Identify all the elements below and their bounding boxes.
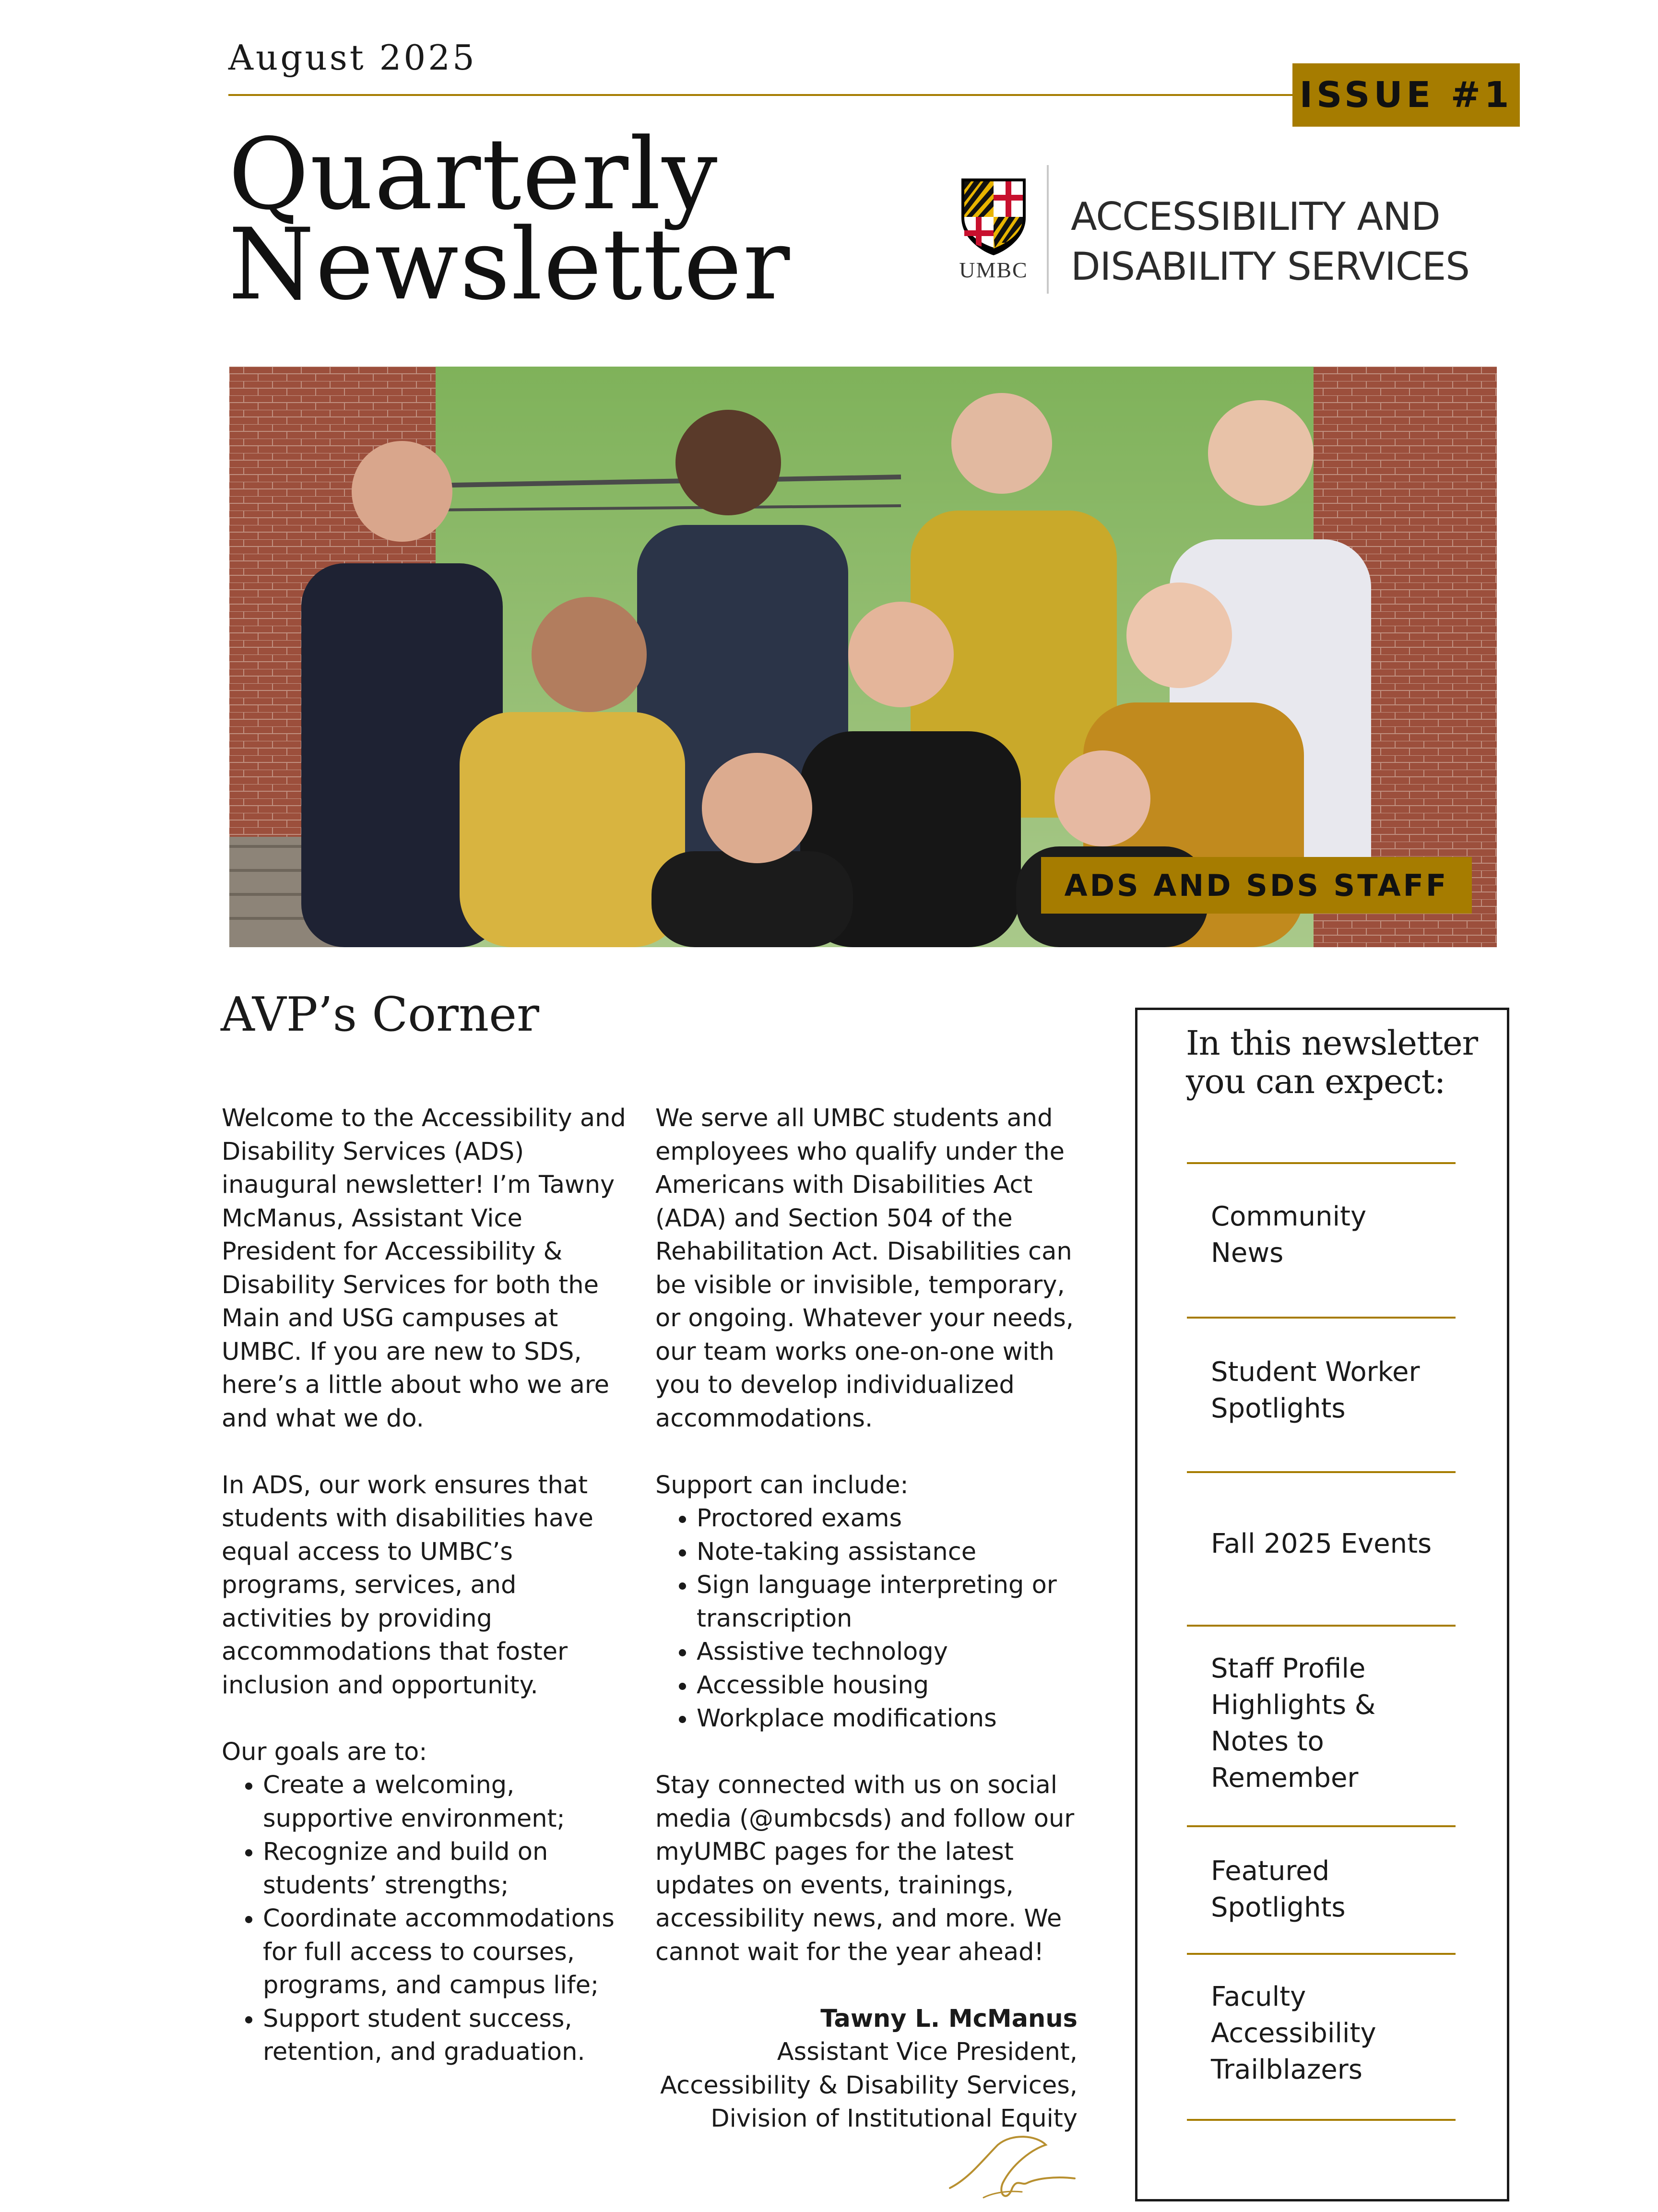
- signature-title-2: Accessibility & Disability Services,: [660, 2071, 1078, 2100]
- goals-intro: Our goals are to:: [222, 1737, 427, 1766]
- contents-item-student-worker: Student Worker Spotlights: [1211, 1356, 1420, 1424]
- support-item: • Assistive technology: [697, 1635, 1087, 1669]
- contents-item-fall-events: Fall 2025 Events: [1211, 1528, 1432, 1559]
- sidebar-divider: [1187, 1471, 1456, 1473]
- sidebar-heading-line-2: you can expect:: [1186, 1062, 1445, 1101]
- contents-item-faculty-trailblazers: Faculty Accessibility Trailblazers: [1211, 1981, 1376, 2085]
- contents-item-community-news: Community News: [1211, 1201, 1367, 1269]
- sidebar-divider: [1187, 1625, 1456, 1627]
- sidebar-divider: [1187, 2119, 1456, 2121]
- sidebar-heading-line-1: In this newsletter: [1186, 1023, 1478, 1063]
- goal-item: • Support student success, retention, and graduation.: [263, 2002, 634, 2069]
- department-line-2: DISABILITY SERVICES: [1071, 244, 1470, 289]
- newsletter-title: [228, 118, 791, 322]
- avp-column-2: [655, 1102, 1087, 2136]
- sidebar-heading: [1186, 1024, 1478, 1101]
- avp-paragraph-3: We serve all UMBC students and employees who qualify under the Americans with Disabilities Act (ADA) and Section 504 of the Rehabilitation Act. Disabilities can be visible or invisible, temporary, or ongoing. Whatever your needs, our team works one-on-one with you to develop individualized accommodations.: [655, 1104, 1074, 1433]
- sidebar-divider: [1187, 1825, 1456, 1827]
- header-rule: [228, 94, 1293, 96]
- contents-item-staff-profile: Staff Profile Highlights & Notes to Remember: [1211, 1653, 1376, 1794]
- signature-title-1: Assistant Vice President,: [777, 2038, 1078, 2066]
- goals-list: [222, 1769, 634, 2069]
- goal-item: • Coordinate accommodations for full access to courses, programs, and campus life;: [263, 1902, 634, 2002]
- sidebar-divider: [1187, 1162, 1456, 1164]
- umbc-shield-logo: [958, 176, 1030, 257]
- title-line-2: Newsletter: [228, 208, 791, 322]
- support-intro: Support can include:: [655, 1471, 909, 1499]
- goal-item: • Create a welcoming, supportive environment;: [263, 1769, 634, 1835]
- issue-date: August 2025: [228, 37, 477, 78]
- issue-badge: ISSUE #1: [1292, 63, 1520, 127]
- support-item: • Proctored exams: [697, 1502, 1087, 1535]
- logo-divider: [1047, 165, 1049, 294]
- signature-block: [655, 2002, 1078, 2136]
- avp-paragraph-2: In ADS, our work ensures that students with disabilities have equal access to UMBC’s programs, services, and activities by providing accommodations that foster inclusion and opportunity.: [222, 1471, 593, 1700]
- support-item: • Sign language interpreting or transcription: [697, 1569, 1087, 1635]
- support-item: • Workplace modifications: [697, 1702, 1087, 1736]
- avp-column-1: [222, 1102, 634, 2069]
- support-list: [655, 1502, 1087, 1736]
- department-name: [1071, 192, 1469, 292]
- title-line-1: Quarterly: [228, 118, 719, 232]
- photo-caption: ADS AND SDS STAFF: [1041, 857, 1472, 914]
- contents-item-featured-spotlights: Featured Spotlights: [1211, 1855, 1346, 1923]
- signature-title-3: Division of Institutional Equity: [711, 2105, 1078, 2133]
- support-item: • Note-taking assistance: [697, 1535, 1087, 1569]
- avp-corner-heading: AVP’s Corner: [221, 987, 539, 1042]
- signature-name: Tawny L. McManus: [820, 2004, 1078, 2033]
- support-item: • Accessible housing: [697, 1669, 1087, 1702]
- sidebar-divider: [1187, 1317, 1456, 1319]
- avp-paragraph-1: Welcome to the Accessibility and Disability Services (ADS) inaugural newsletter! I’m Tawny McManus, Assistant Vice President for Accessibility & Disability Services for both the Main and USG campuses at UMBC. If you are new to SDS, here’s a little about who we are and what we do.: [222, 1104, 626, 1433]
- goal-item: • Recognize and build on students’ strengths;: [263, 1835, 634, 1902]
- umbc-wordmark: UMBC: [959, 258, 1028, 282]
- department-line-1: ACCESSIBILITY AND: [1071, 194, 1440, 239]
- sidebar-divider: [1187, 1953, 1456, 1955]
- handwritten-signature: [940, 2130, 1079, 2212]
- avp-paragraph-4: Stay connected with us on social media (@umbcsds) and follow our myUMBC pages for the latest updates on events, trainings, accessibility news, and more. We cannot wait for the year ahead!: [655, 1771, 1075, 1966]
